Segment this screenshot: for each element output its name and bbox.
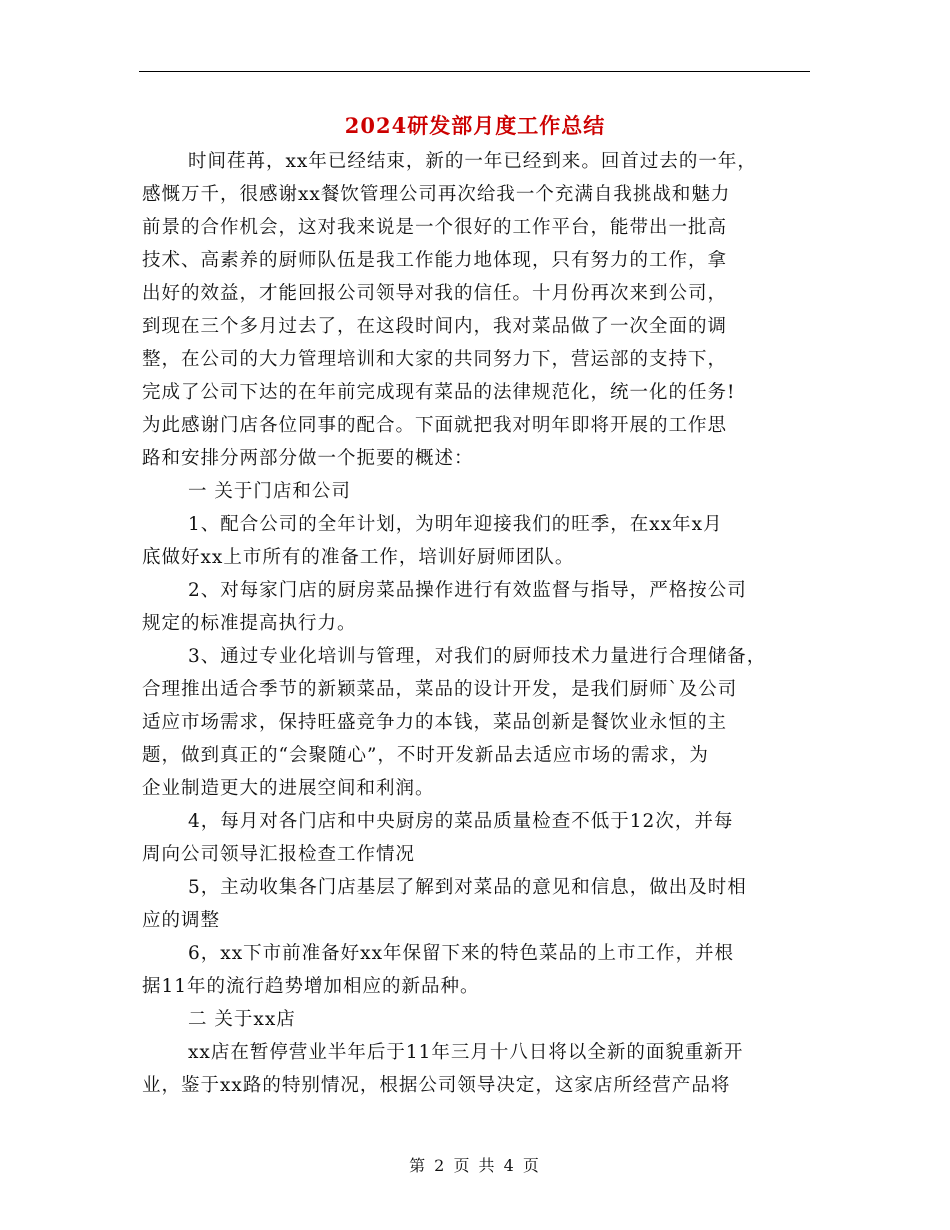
document-title: 2024研发部月度工作总结 xyxy=(344,113,606,138)
body-line: 时间荏苒，xx年已经结束，新的一年已经到来。回首过去的一年， xyxy=(188,151,757,172)
body-line: 整，在公司的大力管理培训和大家的共同努力下，营运部的支持下， xyxy=(142,349,728,370)
body-line: 应的调整 xyxy=(142,910,221,931)
body-line: 5，主动收集各门店基层了解到对菜品的意见和信息，做出及时相 xyxy=(188,877,747,898)
body-line: 合理推出适合季节的新颖菜品，菜品的设计开发，是我们厨师`及公司 xyxy=(142,679,738,700)
body-line: 到现在三个多月过去了，在这段时间内，我对菜品做了一次全面的调 xyxy=(142,316,728,337)
body-line: 1、配合公司的全年计划，为明年迎接我们的旺季，在xx年x月 xyxy=(188,514,723,535)
body-line: 4，每月对各门店和中央厨房的菜品质量检查不低于12次，并每 xyxy=(188,811,734,832)
body-line: 技术、高素养的厨师队伍是我工作能力地体现，只有努力的工作，拿 xyxy=(142,250,728,271)
body-line: 企业制造更大的进展空间和利润。 xyxy=(142,778,435,799)
body-line: 6，xx下市前准备好xx年保留下来的特色菜品的上市工作，并根 xyxy=(188,943,735,964)
body-line: 规定的标准提高执行力。 xyxy=(142,613,357,634)
body-line: 底做好xx上市所有的准备工作，培训好厨师团队。 xyxy=(142,547,575,568)
section-heading: 一 关于门店和公司 xyxy=(188,481,351,502)
section-heading: 二 关于xx店 xyxy=(188,1009,296,1030)
body-line: 感慨万千，很感谢xx餐饮管理公司再次给我一个充满自我挑战和魅力 xyxy=(142,184,731,205)
body-line: 题，做到真正的“会聚随心”，不时开发新品去适应市场的需求，为 xyxy=(142,745,709,766)
body-line: 适应市场需求，保持旺盛竞争力的本钱，菜品创新是餐饮业永恒的主 xyxy=(142,712,728,733)
body-line: 周向公司领导汇报检查工作情况 xyxy=(142,844,416,865)
body-line: xx店在暂停营业半年后于11年三月十八日将以全新的面貌重新开 xyxy=(188,1042,744,1063)
body-line: 前景的合作机会，这对我来说是一个很好的工作平台，能带出一批高 xyxy=(142,217,728,238)
body-line: 路和安排分两部分做一个扼要的概述： xyxy=(142,448,474,469)
body-line: 出好的效益，才能回报公司领导对我的信任。十月份再次来到公司， xyxy=(142,283,728,304)
header-rule xyxy=(139,71,810,72)
body-line: 完成了公司下达的在年前完成现有菜品的法律规范化，统一化的任务! xyxy=(142,382,736,403)
body-line: 3、通过专业化培训与管理，对我们的厨师技术力量进行合理储备， xyxy=(188,646,767,667)
body-line: 据11年的流行趋势增加相应的新品种。 xyxy=(142,976,480,997)
page-number: 第 2 页 共 4 页 xyxy=(409,1156,541,1175)
body-line: 2、对每家门店的厨房菜品操作进行有效监督与指导，严格按公司 xyxy=(188,580,747,601)
body-line: 业，鉴于xx路的特别情况，根据公司领导决定，这家店所经营产品将 xyxy=(142,1075,731,1096)
body-line: 为此感谢门店各位同事的配合。下面就把我对明年即将开展的工作思 xyxy=(142,415,728,436)
